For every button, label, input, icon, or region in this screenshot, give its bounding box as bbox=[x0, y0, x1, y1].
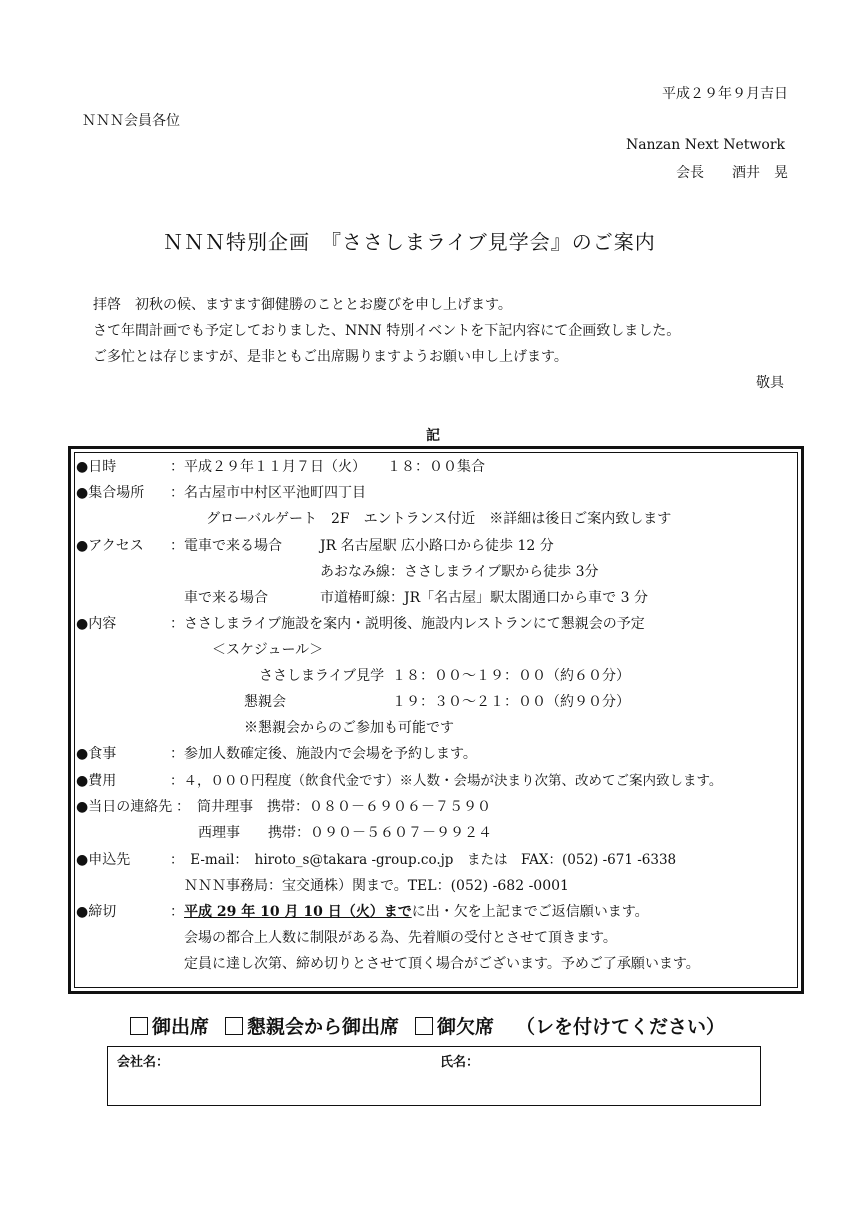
contact-label: ●当日の連絡先 bbox=[76, 799, 173, 815]
date-label: ●日時 bbox=[76, 459, 117, 475]
greeting-line-1: 拝啓 初秋の候、ますます御健勝のこととお慶びを申し上げます。 bbox=[93, 297, 512, 313]
sender: 会長 酒井 晃 bbox=[676, 165, 788, 181]
absent-checkbox[interactable] bbox=[415, 1017, 433, 1035]
party-only-checkbox[interactable] bbox=[225, 1017, 243, 1035]
deadline-line-3: 定員に達し次第、締め切りとさせて頂く場合がございます。予めご了承願います。 bbox=[184, 956, 700, 972]
name-label: 氏名： bbox=[440, 1055, 480, 1070]
party-only-label: 懇親会から御出席 bbox=[247, 1016, 400, 1038]
deadline-line-1 bbox=[170, 903, 649, 921]
attend-checkbox[interactable] bbox=[130, 1017, 148, 1035]
fee-value: ：４，０００円程度（飲食代金です）※人数・会場が決まり次第、改めてご案内致します。 bbox=[170, 773, 723, 789]
company-field[interactable] bbox=[180, 1050, 420, 1070]
access-train-1: JR 名古屋駅 広小路口から徒歩 12 分 bbox=[320, 538, 554, 554]
access-train: ：電車で来る場合 bbox=[170, 538, 282, 554]
access-train-2: あおなみ線：ささしまライブ駅から徒歩 3分 bbox=[320, 564, 599, 580]
contact-1: ： 筒井理事 携帯：０８０－６９０６－７５９０ bbox=[176, 799, 491, 815]
attend-label: 御出席 bbox=[152, 1016, 210, 1038]
deadline-label: ●締切 bbox=[76, 904, 117, 920]
place-label: ●集合場所 bbox=[76, 485, 145, 501]
content-label: ●内容 bbox=[76, 616, 117, 632]
content-value: ：ささしまライブ施設を案内・説明後、施設内レストランにて懇親会の予定 bbox=[170, 616, 645, 632]
meal-value: ：参加人数確定後、施設内で会場を予約します。 bbox=[170, 746, 477, 762]
schedule-2-name: 懇親会 bbox=[244, 694, 286, 710]
closing: 敬具 bbox=[756, 375, 784, 391]
apply-1: ： E-mail： hiroto_s@takara -group.co.jp または FAX：(052) -671 -6338 bbox=[170, 852, 677, 868]
deadline-colon: ： bbox=[170, 904, 184, 920]
company-label: 会社名： bbox=[117, 1055, 170, 1070]
meal-label: ●食事 bbox=[76, 746, 117, 762]
apply-label: ●申込先 bbox=[76, 852, 131, 868]
date-value: ：平成２９年１１月７日（火） １８：００集合 bbox=[170, 459, 485, 475]
deadline-line-2: 会場の都合上人数に制限がある為、先着順の受付とさせて頂きます。 bbox=[184, 930, 617, 946]
page-title: ＮＮＮ特別企画 『ささしまライブ見学会』のご案内 bbox=[163, 230, 656, 254]
access-label: ●アクセス bbox=[76, 538, 144, 554]
deadline-date: 平成 29 年 10 月 10 日（火）まで bbox=[184, 904, 412, 920]
place-value-2: グローバルゲート 2F エントランス付近 ※詳細は後日ご案内致します bbox=[206, 511, 672, 527]
greeting-line-3: ご多忙とは存じますが、是非ともご出席賜りますようお願い申し上げます。 bbox=[93, 349, 568, 365]
recipient: ＮＮＮ会員各位 bbox=[82, 113, 180, 129]
organization-name: Nanzan Next Network bbox=[625, 137, 785, 153]
schedule-title: ＜スケジュール＞ bbox=[212, 642, 324, 658]
reply-instruction: （レを付けてください） bbox=[516, 1016, 726, 1038]
contact-2: 西理事 携帯：０９０－５６０７－９９２４ bbox=[198, 825, 492, 841]
ki-heading: 記 bbox=[426, 428, 440, 444]
place-value: ：名古屋市中村区平池町四丁目 bbox=[170, 485, 366, 501]
schedule-1-name: ささしまライブ見学 bbox=[259, 668, 385, 684]
access-car-1: 市道椿町線：JR「名古屋」駅太閤通口から車で 3 分 bbox=[320, 590, 648, 606]
deadline-rest: に出・欠を上記までご返信願います。 bbox=[411, 904, 649, 920]
reply-options bbox=[130, 1012, 725, 1039]
absent-label: 御欠席 bbox=[437, 1016, 495, 1038]
schedule-1-time: １８：００～１９：００（約６０分） bbox=[392, 668, 630, 684]
fee-label: ●費用 bbox=[76, 773, 117, 789]
schedule-note: ※懇親会からのご参加も可能です bbox=[244, 720, 454, 736]
date: 平成２９年９月吉日 bbox=[662, 86, 788, 102]
access-car: 車で来る場合 bbox=[184, 590, 268, 606]
greeting-line-2: さて年間計画でも予定しておりました、NNN 特別イベントを下記内容にて企画致しました。 bbox=[93, 323, 681, 339]
schedule-2-time: １９：３０～２１：００（約９０分） bbox=[392, 694, 630, 710]
name-field[interactable] bbox=[490, 1050, 750, 1070]
apply-2: ＮＮＮ事務局：宝交通株）関まで。TEL：(052) -682 -0001 bbox=[184, 878, 569, 894]
